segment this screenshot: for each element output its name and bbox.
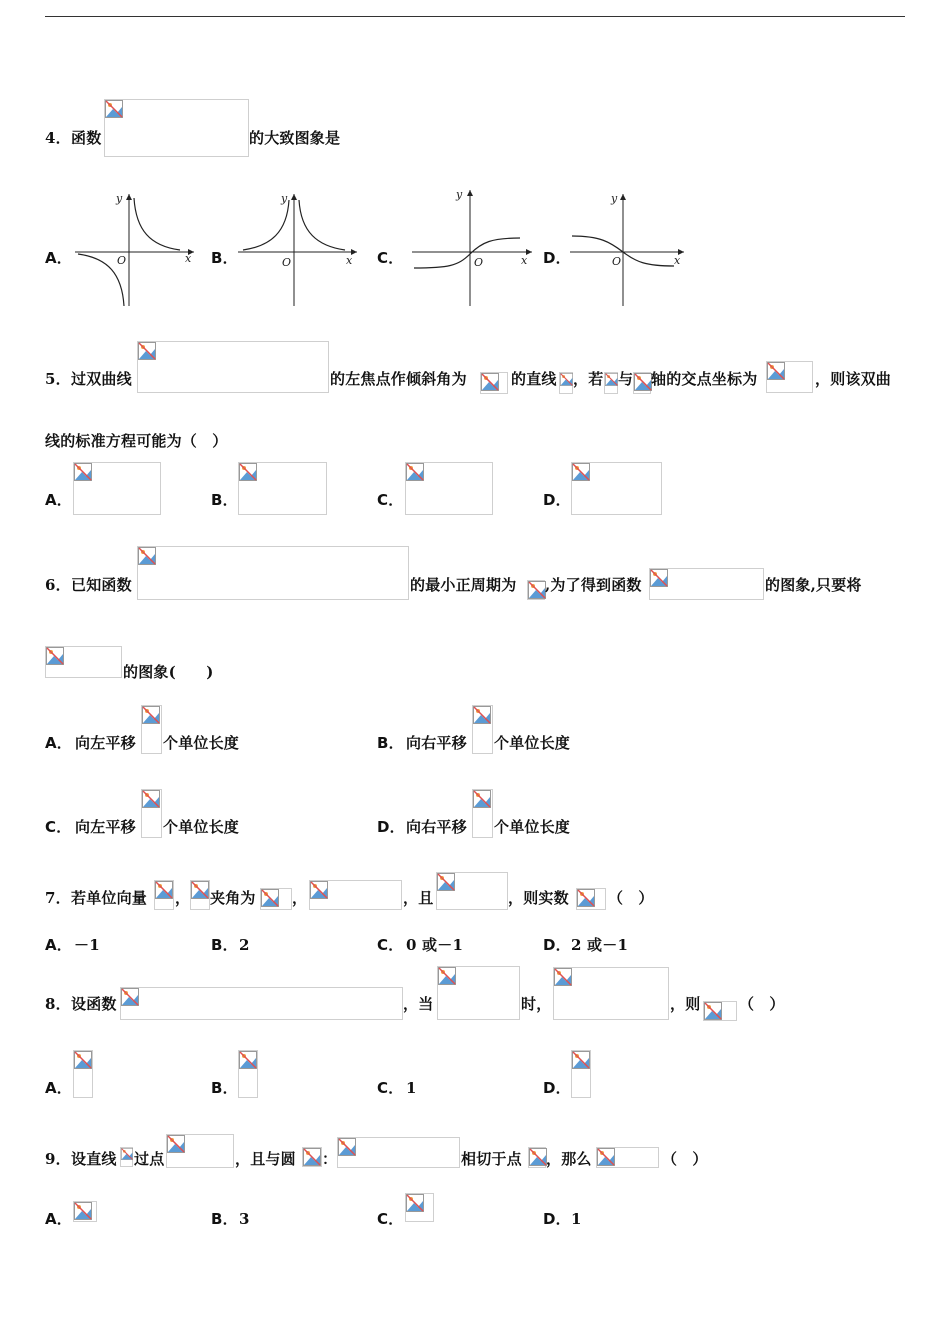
formula-image [559, 372, 573, 394]
broken-image-icon [167, 1135, 185, 1153]
option-value: －1 [74, 936, 100, 954]
option-value: 1 [406, 1079, 417, 1097]
option-label-c: C． [377, 1210, 404, 1228]
broken-image-icon [105, 100, 123, 118]
option-text: 个单位长度 [494, 818, 571, 836]
option-formula-image [571, 1050, 591, 1098]
broken-image-icon [303, 1148, 321, 1166]
formula-image [137, 341, 329, 393]
question-text: 已知函数 [71, 576, 132, 594]
broken-image-icon [438, 967, 456, 985]
question-number: 5． [45, 370, 71, 388]
formula-image [337, 1137, 460, 1168]
broken-image-icon [577, 889, 595, 907]
question-text: （ ） [739, 995, 785, 1013]
option-label-a: A． [45, 936, 73, 954]
question-text: ， [175, 889, 191, 907]
broken-image-icon [142, 790, 160, 808]
broken-image-icon [239, 1051, 257, 1069]
broken-image-icon [74, 1051, 92, 1069]
broken-image-icon [634, 373, 652, 391]
option-text: 向左平移 [75, 734, 136, 752]
question-text: 函数 [71, 129, 102, 147]
question-text: 时， [521, 995, 552, 1013]
question-text: ，当 [403, 995, 434, 1013]
broken-image-icon [310, 881, 328, 899]
formula-image [137, 546, 409, 600]
option-text: 向左平移 [75, 818, 136, 836]
formula-image [302, 1147, 322, 1167]
broken-image-icon [121, 1148, 133, 1160]
option-label-d: D． [543, 491, 571, 509]
formula-image [527, 580, 545, 600]
option-text: 个单位长度 [494, 734, 571, 752]
question-number: 6． [45, 576, 71, 594]
option-value: 2 或－1 [571, 936, 629, 954]
option-label-c: C． [45, 818, 72, 836]
formula-image [154, 880, 174, 910]
formula-image [703, 1001, 737, 1021]
svg-text:x: x [521, 254, 528, 267]
formula-image [166, 1134, 234, 1168]
broken-image-icon [46, 647, 64, 665]
broken-image-icon [338, 1138, 356, 1156]
broken-image-icon [704, 1002, 722, 1020]
svg-text:O: O [282, 256, 292, 269]
formula-image [190, 880, 210, 910]
option-label-a: A． [45, 491, 73, 509]
broken-image-icon [572, 463, 590, 481]
formula-image [260, 888, 292, 910]
option-formula-image [73, 462, 161, 515]
question-text: ，若 [573, 370, 604, 388]
graph-option-b [233, 190, 363, 310]
question-text: ，则该双曲 [815, 370, 892, 388]
question-text: ： [322, 1150, 338, 1168]
option-label-a: A． [45, 1210, 73, 1228]
formula-image [45, 646, 122, 678]
option-label-d: D． [543, 249, 571, 267]
option-formula-image [238, 1050, 258, 1098]
graph-option-a [70, 190, 200, 310]
broken-image-icon [239, 463, 257, 481]
option-label-c: C． [377, 491, 404, 509]
broken-image-icon [261, 889, 279, 907]
svg-text:y: y [456, 188, 463, 201]
option-value: 1 [571, 1210, 582, 1228]
formula-image [436, 872, 508, 910]
broken-image-icon [473, 706, 491, 724]
svg-text:y: y [611, 192, 618, 205]
broken-image-icon [554, 968, 572, 986]
header-rule [45, 16, 905, 17]
option-text: 个单位长度 [163, 818, 240, 836]
broken-image-icon [406, 463, 424, 481]
broken-image-icon [121, 988, 139, 1006]
broken-image-icon [605, 373, 618, 386]
broken-image-icon [74, 463, 92, 481]
broken-image-icon [406, 1194, 424, 1212]
svg-text:O: O [474, 256, 484, 269]
question-text: 轴的交点坐标为 [651, 370, 758, 388]
question-number: 7． [45, 889, 71, 907]
formula-image [604, 372, 618, 394]
option-label-d: D． [377, 818, 405, 836]
option-label-b: B． [211, 491, 238, 509]
question-text: ， [292, 889, 308, 907]
broken-image-icon [138, 547, 156, 565]
broken-image-icon [767, 362, 785, 380]
question-number: 9． [45, 1150, 71, 1168]
svg-text:x: x [185, 252, 192, 265]
formula-image [472, 705, 493, 754]
question-text: 的直线 [511, 370, 557, 388]
option-formula-image [238, 462, 327, 515]
formula-image [649, 568, 764, 600]
broken-image-icon [572, 1051, 590, 1069]
formula-image [120, 987, 403, 1020]
question-text: （ ） [608, 889, 654, 907]
option-label-d: D． [543, 1079, 571, 1097]
option-formula-image [73, 1050, 93, 1098]
option-label-a: A． [45, 1079, 73, 1097]
question-text: ,为了得到函数 [545, 576, 642, 594]
formula-image [596, 1147, 659, 1168]
svg-text:x: x [346, 254, 353, 267]
question-text: 过点 [134, 1150, 165, 1168]
option-text: 向右平移 [406, 818, 467, 836]
formula-image [480, 372, 508, 394]
broken-image-icon [74, 1202, 92, 1220]
broken-image-icon [560, 373, 573, 386]
question-text: 线的标准方程可能为（ ） [45, 432, 228, 450]
question-text: 与 [618, 370, 634, 388]
broken-image-icon [528, 581, 546, 599]
graph-option-c [408, 186, 538, 310]
broken-image-icon [481, 373, 499, 391]
option-value: 2 [239, 936, 250, 954]
question-text: 的图象( ) [123, 663, 214, 681]
question-text: 设直线 [71, 1150, 117, 1168]
question-text: 的图象,只要将 [765, 576, 862, 594]
option-label-c: C． [377, 1079, 404, 1097]
option-label-b: B． [211, 1210, 238, 1228]
question-text: ，且与圆 [235, 1150, 296, 1168]
option-label-a: A． [45, 249, 73, 267]
question-text: 相切于点 [461, 1150, 522, 1168]
option-label-c: C． [377, 936, 404, 954]
formula-image [766, 361, 813, 393]
option-value: 0 或－1 [406, 936, 464, 954]
question-text: 的大致图象是 [249, 129, 341, 147]
option-label-c: C． [377, 249, 404, 267]
question-text: 的最小正周期为 [410, 576, 517, 594]
broken-image-icon [529, 1148, 547, 1166]
option-text: 个单位长度 [163, 734, 240, 752]
option-label-b: B． [211, 1079, 238, 1097]
question-number: 8． [45, 995, 71, 1013]
question-text: ，则 [670, 995, 701, 1013]
formula-image [576, 888, 606, 910]
question-text: 过双曲线 [71, 370, 132, 388]
option-label-b: B． [211, 936, 238, 954]
svg-text:y: y [281, 192, 288, 205]
svg-text:O: O [117, 254, 127, 267]
question-text: 夹角为 [210, 889, 256, 907]
broken-image-icon [473, 790, 491, 808]
question-text: ，则实数 [508, 889, 569, 907]
broken-image-icon [597, 1148, 615, 1166]
option-label-a: A． [45, 734, 73, 752]
formula-image [141, 789, 162, 838]
option-formula-image [571, 462, 662, 515]
formula-image [104, 99, 249, 157]
question-text: （ ） [662, 1150, 708, 1168]
question-text: 设函数 [71, 995, 117, 1013]
question-number: 4． [45, 129, 71, 147]
formula-image [120, 1147, 133, 1167]
option-label-b: B． [377, 734, 404, 752]
formula-image [472, 789, 493, 838]
formula-image [141, 705, 162, 754]
question-text: 若单位向量 [71, 889, 148, 907]
option-label-d: D． [543, 936, 571, 954]
option-formula-image [405, 462, 493, 515]
broken-image-icon [138, 342, 156, 360]
broken-image-icon [437, 873, 455, 891]
option-formula-image [73, 1201, 97, 1222]
broken-image-icon [142, 706, 160, 724]
svg-text:y: y [116, 192, 123, 205]
question-text: ，且 [403, 889, 434, 907]
graph-option-d [566, 190, 691, 310]
svg-text:O: O [612, 255, 622, 268]
broken-image-icon [191, 881, 209, 899]
formula-image [437, 966, 520, 1020]
formula-image [553, 967, 669, 1020]
question-text: ，那么 [546, 1150, 592, 1168]
option-text: 向右平移 [406, 734, 467, 752]
option-formula-image [405, 1193, 434, 1222]
option-label-d: D． [543, 1210, 571, 1228]
formula-image [528, 1147, 546, 1168]
svg-text:x: x [674, 254, 681, 267]
option-label-b: B． [211, 249, 238, 267]
formula-image [633, 372, 651, 394]
option-value: 3 [239, 1210, 250, 1228]
broken-image-icon [650, 569, 668, 587]
formula-image [309, 880, 402, 910]
question-text: 的左焦点作倾斜角为 [330, 370, 467, 388]
broken-image-icon [155, 881, 173, 899]
